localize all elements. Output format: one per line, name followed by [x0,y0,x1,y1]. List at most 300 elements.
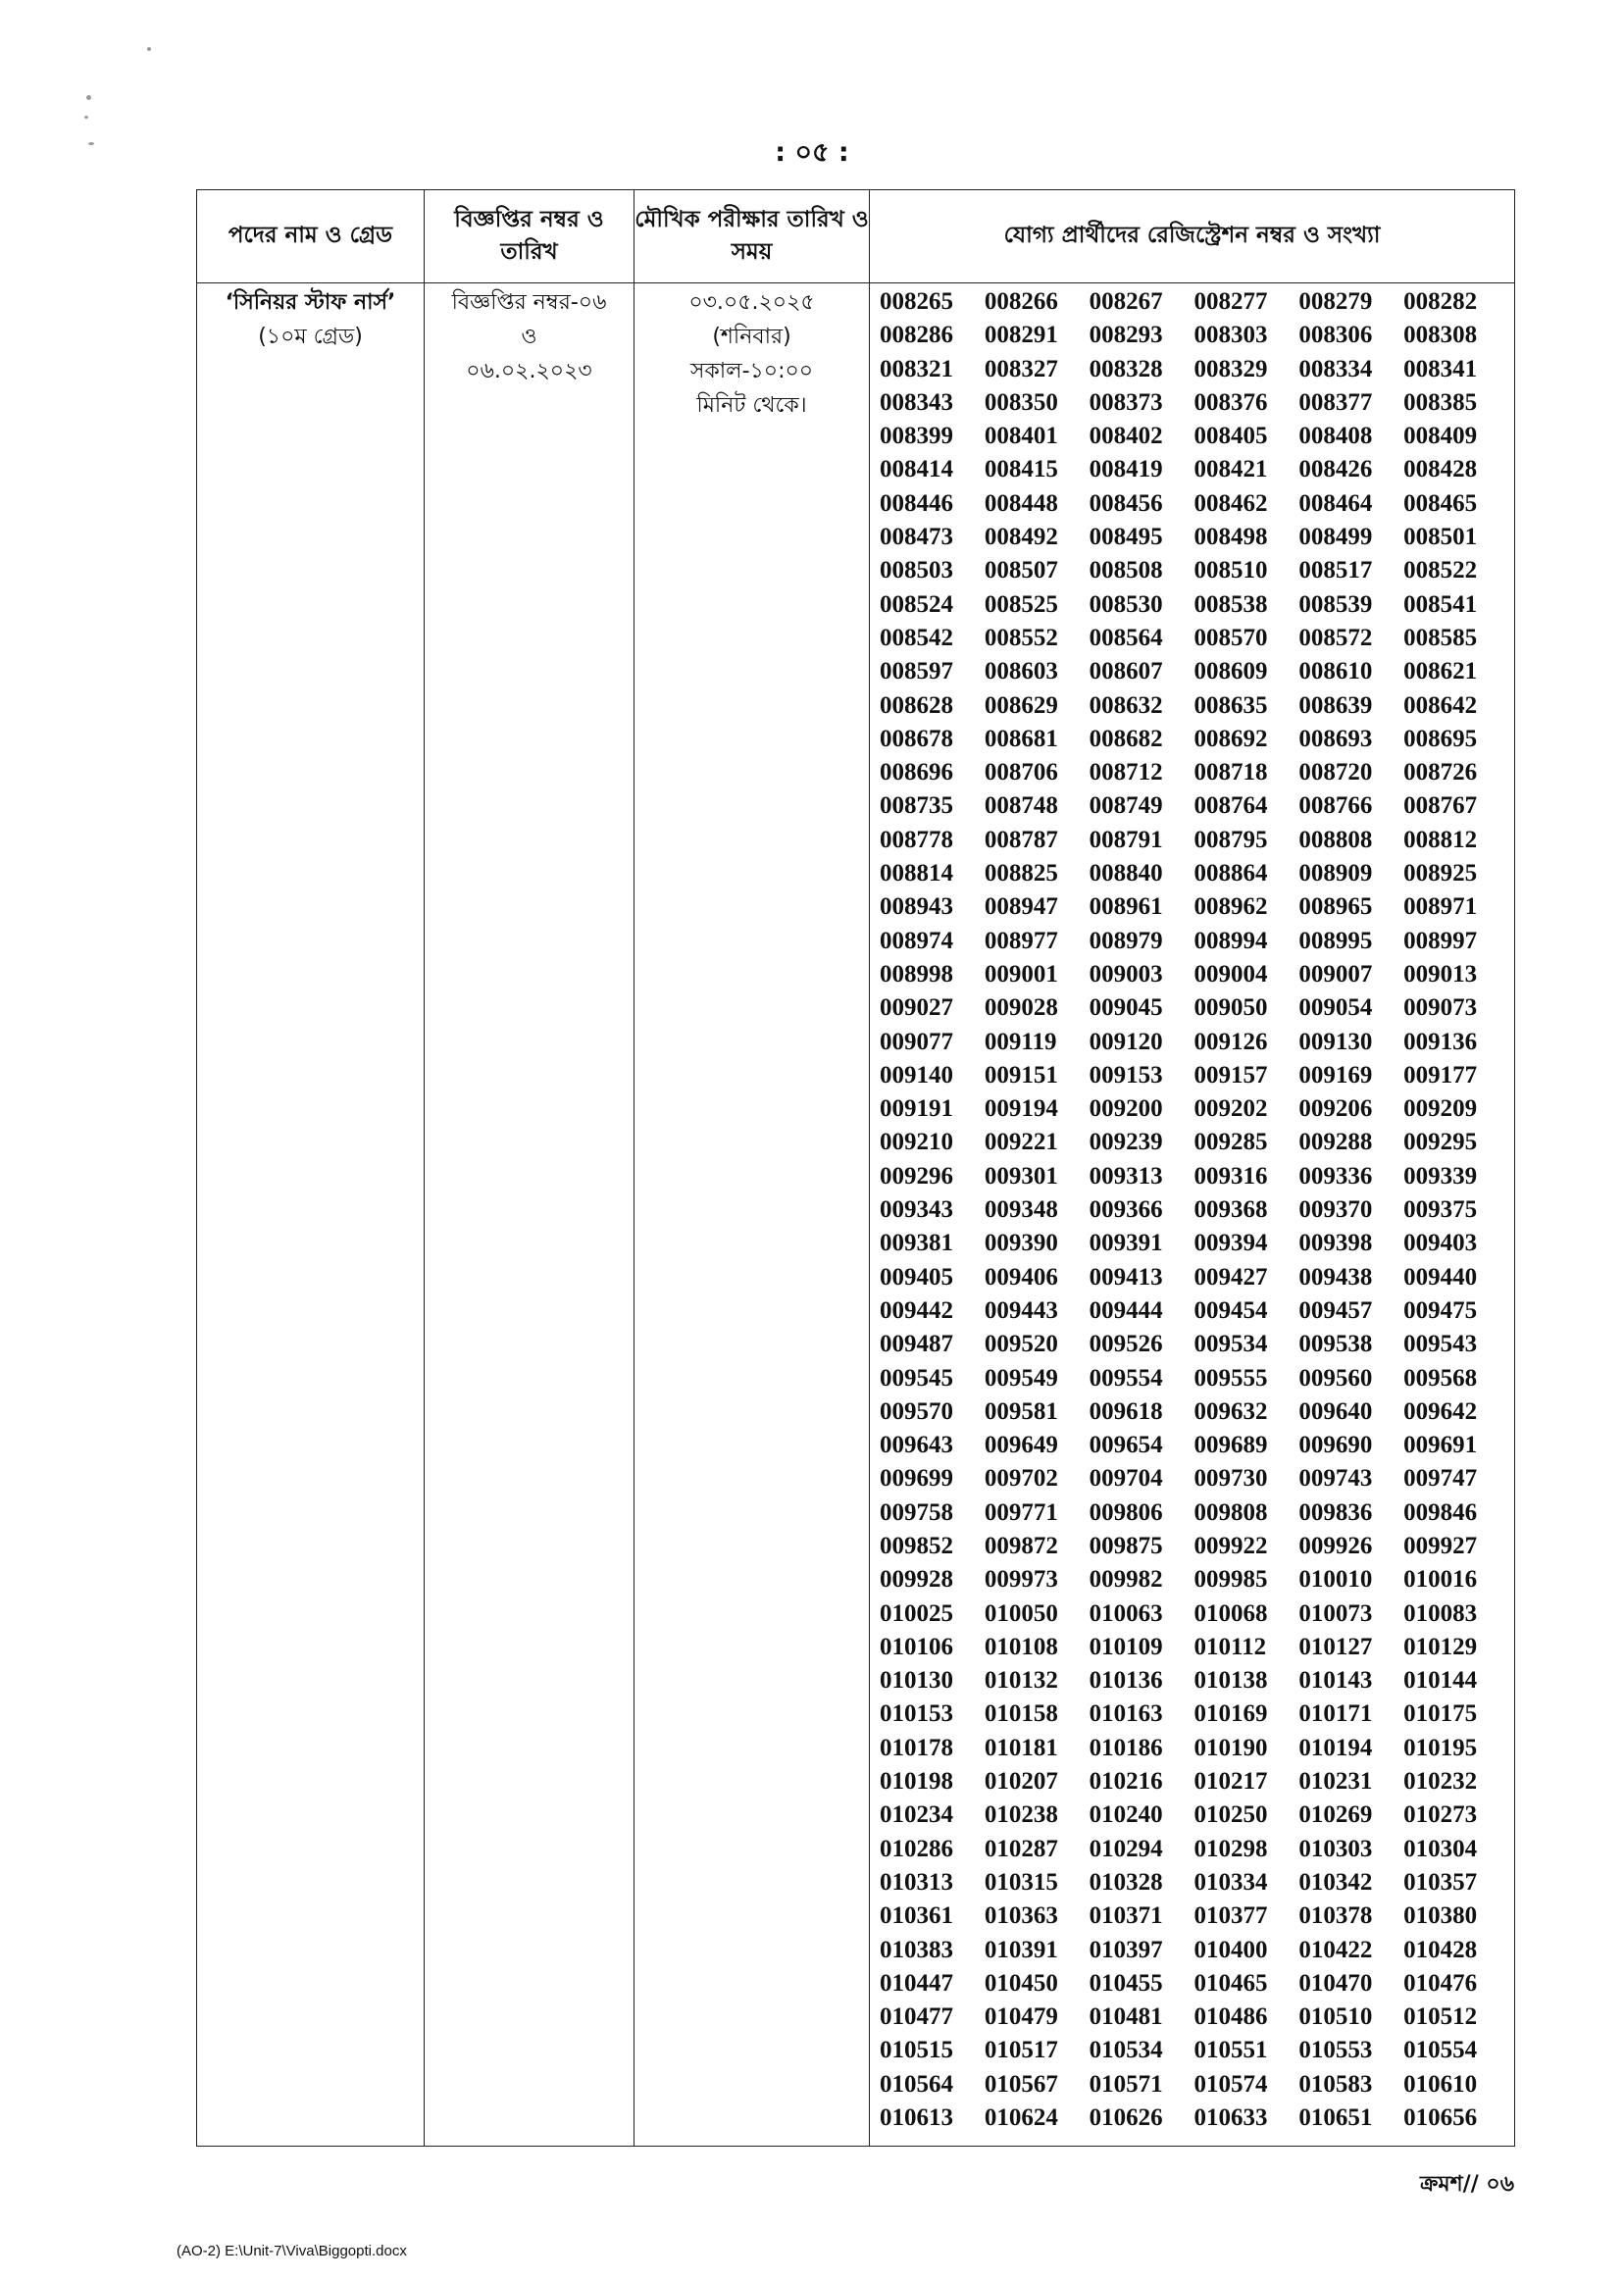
registration-number: 010334 [1193,1868,1268,1896]
registration-number: 009368 [1193,1196,1268,1224]
registration-number: 010371 [1089,1902,1163,1930]
registration-number: 009438 [1298,1263,1373,1291]
registration-number: 008321 [880,355,953,382]
registration-number: 008994 [1193,927,1268,954]
registration-number: 010304 [1403,1835,1478,1862]
registration-number: 010479 [984,2003,1058,2031]
registration-number: 010363 [984,1902,1058,1930]
registration-number: 010313 [880,1868,953,1896]
registration-number: 010378 [1298,1902,1373,1930]
registration-number: 009454 [1193,1296,1268,1324]
registration-number: 008552 [984,624,1058,651]
registration-number: 010298 [1193,1835,1268,1862]
registration-number: 008607 [1089,658,1163,685]
registration-number: 009872 [984,1532,1058,1559]
scan-speck [147,47,151,51]
registration-number: 008977 [984,927,1058,954]
registration-number: 009403 [1403,1230,1478,1257]
registration-number: 010181 [984,1734,1058,1761]
registration-number: 008695 [1403,725,1478,752]
registration-number: 009054 [1298,994,1373,1022]
registration-number: 009545 [880,1364,953,1392]
registration-number: 008735 [880,792,953,820]
registration-number: 008327 [984,355,1058,382]
registration-number: 009982 [1089,1566,1163,1594]
registration-number: 009702 [984,1465,1058,1493]
registration-number: 008507 [984,557,1058,584]
registration-number: 010217 [1193,1768,1268,1796]
registration-number: 010455 [1089,1969,1163,1997]
registration-number: 008539 [1298,590,1373,618]
registration-number: 008712 [1089,759,1163,786]
registration-number: 008303 [1193,322,1268,349]
registration-number: 008428 [1403,456,1478,483]
registration-number: 009296 [880,1162,953,1190]
registration-number: 008642 [1403,691,1478,719]
registration-number: 008965 [1298,893,1373,921]
registration-number: 009003 [1089,960,1163,988]
registration-number: 008597 [880,658,953,685]
registration-number: 009836 [1298,1498,1373,1526]
registration-number: 008510 [1193,557,1268,584]
registration-number: 009747 [1403,1465,1478,1493]
registration-number: 009852 [880,1532,953,1559]
registration-number: 010025 [880,1599,953,1627]
registration-number: 009202 [1193,1095,1268,1123]
registration-number: 010470 [1298,1969,1373,1997]
registration-number: 008377 [1298,388,1373,416]
registration-number: 008524 [880,590,953,618]
registration-number: 010171 [1298,1700,1373,1728]
registration-number: 009643 [880,1432,953,1459]
registration-number: 008402 [1089,423,1163,450]
registration-number: 010186 [1089,1734,1163,1761]
registration-number: 010136 [1089,1667,1163,1695]
registration-number: 008971 [1403,893,1478,921]
registration-number: 009413 [1089,1263,1163,1291]
registration-number: 010342 [1298,1868,1373,1896]
registration-number: 009177 [1403,1061,1478,1089]
registration-number: 009640 [1298,1397,1373,1425]
registration-number: 010273 [1403,1801,1478,1829]
registration-number: 009690 [1298,1432,1373,1459]
registration-number: 009632 [1193,1397,1268,1425]
registration-number: 008341 [1403,355,1478,382]
post-name: ‘সিনিয়র স্টাফ নার্স’ [225,290,396,315]
registration-number: 010626 [1089,2104,1163,2132]
registration-number: 010422 [1298,1936,1373,1963]
registration-number: 010127 [1298,1633,1373,1660]
registration-number: 008808 [1298,826,1373,853]
registration-number: 008492 [984,524,1058,551]
registration-number: 009699 [880,1465,953,1493]
registration-number: 009444 [1089,1296,1163,1324]
registration-number: 008943 [880,893,953,921]
registration-number: 010063 [1089,1599,1163,1627]
registration-number: 010656 [1403,2104,1478,2132]
registration-number: 008541 [1403,590,1478,618]
registration-number: 009126 [1193,1028,1268,1055]
registration-number: 010073 [1298,1599,1373,1627]
registration-number: 010143 [1298,1667,1373,1695]
registration-number: 009405 [880,1263,953,1291]
registration-number: 008787 [984,826,1058,853]
registration-number: 009391 [1089,1230,1163,1257]
registration-number: 008998 [880,960,953,988]
registration-number: 009875 [1089,1532,1163,1559]
registration-number: 008814 [880,860,953,887]
registration-number: 009581 [984,1397,1058,1425]
registration-number: 008603 [984,658,1058,685]
registration-number: 010010 [1298,1566,1373,1594]
header-post-grade: পদের নাম ও গ্রেড [197,190,425,283]
registration-number: 008635 [1193,691,1268,719]
registration-number: 010144 [1403,1667,1478,1695]
registration-number: 010112 [1193,1633,1267,1660]
registration-number: 010512 [1403,2003,1478,2031]
registration-number: 010465 [1193,1969,1268,1997]
scan-speck [86,95,91,100]
header-notice-number-date: বিজ্ঞপ্তির নম্বর ও তারিখ [425,190,634,283]
registration-number: 010397 [1089,1936,1163,1963]
registration-number: 008538 [1193,590,1268,618]
post-cell [197,283,425,2147]
registration-number: 008812 [1403,826,1478,853]
viva-from: মিনিট থেকে। [696,393,807,418]
registration-number: 009538 [1298,1331,1373,1358]
registration-number: 010269 [1298,1801,1373,1829]
registration-number: 008585 [1403,624,1478,651]
registration-number: 010238 [984,1801,1058,1829]
registration-number: 010175 [1403,1700,1478,1728]
registration-number: 010068 [1193,1599,1268,1627]
registration-number: 009654 [1089,1432,1163,1459]
registration-number: 010158 [984,1700,1058,1728]
registration-number: 009077 [880,1028,953,1055]
notice-date: ০৬.০২.২০২৩ [466,359,592,383]
registration-number: 009442 [880,1296,953,1324]
scan-speck [84,116,88,119]
registration-number: 010169 [1193,1700,1268,1728]
registration-number: 009050 [1193,994,1268,1022]
registration-number: 009443 [984,1296,1058,1324]
registration-number: 009073 [1403,994,1478,1022]
registration-number: 008334 [1298,355,1373,382]
registration-number: 010109 [1089,1633,1163,1660]
registration-number: 008282 [1403,288,1478,315]
registration-number: 008267 [1089,288,1163,315]
registration-number: 009691 [1403,1432,1478,1459]
registration-number: 008961 [1089,893,1163,921]
registration-number: 010240 [1089,1801,1163,1829]
registration-number: 009390 [984,1230,1058,1257]
registration-number: 008726 [1403,759,1478,786]
registration-number: 008350 [984,388,1058,416]
registration-number: 008621 [1403,658,1478,685]
file-path: (AO-2) E:\Unit-7\Viva\Biggopti.docx [177,2243,407,2259]
registration-number: 009926 [1298,1532,1373,1559]
registration-number: 008825 [984,860,1058,887]
registration-number: 008682 [1089,725,1163,752]
registration-number: 008564 [1089,624,1163,651]
registration-number: 009704 [1089,1465,1163,1493]
registration-number: 008681 [984,725,1058,752]
registration-number: 008795 [1193,826,1268,853]
eligible-candidates-table [196,189,1515,2147]
registration-number: 008343 [880,388,953,416]
registration-number: 008778 [880,826,953,853]
registration-number: 008692 [1193,725,1268,752]
registration-number: 009375 [1403,1196,1478,1224]
registration-number: 009554 [1089,1364,1163,1392]
registration-number: 008570 [1193,624,1268,651]
registration-number: 008997 [1403,927,1478,954]
registration-number: 008279 [1298,288,1373,315]
registration-number: 009206 [1298,1095,1373,1123]
registration-number: 010083 [1403,1599,1478,1627]
registration-number: 010477 [880,2003,953,2031]
registration-number: 008499 [1298,524,1373,551]
registration-number: 008426 [1298,456,1373,483]
registration-number: 010391 [984,1936,1058,1963]
continuation-note: ক্রমশ// ০৬ [1420,2172,1514,2197]
viva-time: সকাল-১০:০০ [689,359,814,383]
registration-number: 008277 [1193,288,1268,315]
registration-number: 009526 [1089,1331,1163,1358]
registration-number: 008473 [880,524,953,551]
registration-number: 008925 [1403,860,1478,887]
registration-number: 010515 [880,2037,953,2064]
registration-number: 008629 [984,691,1058,719]
registration-number: 008376 [1193,388,1268,416]
registration-number: 009028 [984,994,1058,1022]
registration-number: 010163 [1089,1700,1163,1728]
registration-number: 008628 [880,691,953,719]
registration-number: 009730 [1193,1465,1268,1493]
registration-number: 009570 [880,1397,953,1425]
registration-number: 008962 [1193,893,1268,921]
registration-number: 009394 [1193,1230,1268,1257]
registration-number: 010315 [984,1868,1058,1896]
registration-number: 008495 [1089,524,1163,551]
registration-number: 009560 [1298,1364,1373,1392]
registration-number: 010564 [880,2070,953,2098]
registration-number: 008414 [880,456,953,483]
registration-number: 008465 [1403,489,1478,517]
registration-number: 009475 [1403,1296,1478,1324]
registration-number: 009618 [1089,1397,1163,1425]
registration-number: 008632 [1089,691,1163,719]
registration-number: 008293 [1089,322,1163,349]
table-row [197,283,1515,2147]
registration-number: 008408 [1298,423,1373,450]
registration-number: 008286 [880,322,953,349]
registration-number: 008791 [1089,826,1163,853]
registration-number: 008456 [1089,489,1163,517]
registration-number: 009649 [984,1432,1058,1459]
registration-number: 010129 [1403,1633,1478,1660]
header-registration-numbers: যোগ্য প্রার্থীদের রেজিস্ট্রেশন নম্বর ও সংখ্যা [870,190,1515,283]
registration-number: 010510 [1298,2003,1373,2031]
registration-number: 008517 [1298,557,1373,584]
registration-number: 010400 [1193,1936,1268,1963]
registration-number: 008639 [1298,691,1373,719]
registration-number: 010551 [1193,2037,1268,2064]
registration-number: 008291 [984,322,1058,349]
registration-number: 008419 [1089,456,1163,483]
registration-numbers-cell [870,283,1515,2147]
registration-number: 008748 [984,792,1058,820]
registration-number: 010195 [1403,1734,1478,1761]
registration-number: 010450 [984,1969,1058,1997]
registration-number: 010574 [1193,2070,1268,2098]
registration-number: 008678 [880,725,953,752]
registration-number: 009457 [1298,1296,1373,1324]
registration-number: 008409 [1403,423,1478,450]
registration-number: 008399 [880,423,953,450]
registration-number: 008501 [1403,524,1478,551]
registration-number: 009642 [1403,1397,1478,1425]
registration-number: 009301 [984,1162,1058,1190]
registration-number: 010198 [880,1768,953,1796]
registration-number: 008265 [880,288,953,315]
registration-number: 010234 [880,1801,953,1829]
registration-number: 010428 [1403,1936,1478,1963]
registration-number: 009543 [1403,1331,1478,1358]
registration-number: 009336 [1298,1162,1373,1190]
registration-number: 009973 [984,1566,1058,1594]
registration-number: 008718 [1193,759,1268,786]
registration-number: 010286 [880,1835,953,1862]
registration-number: 010130 [880,1667,953,1695]
registration-number: 010050 [984,1599,1058,1627]
registration-number: 010357 [1403,1868,1478,1896]
registration-number: 008464 [1298,489,1373,517]
registration-number: 010108 [984,1633,1058,1660]
registration-number: 009771 [984,1498,1058,1526]
registration-number: 008766 [1298,792,1373,820]
registration-number: 009520 [984,1331,1058,1358]
registration-number: 008572 [1298,624,1373,651]
registration-number: 010486 [1193,2003,1268,2031]
registration-number: 010633 [1193,2104,1268,2132]
registration-number: 008764 [1193,792,1268,820]
registration-number: 008328 [1089,355,1163,382]
registration-number: 009927 [1403,1532,1478,1559]
registration-number: 010294 [1089,1835,1163,1862]
registration-number: 009209 [1403,1095,1478,1123]
registration-number: 008979 [1089,927,1163,954]
registration-number: 010016 [1403,1566,1478,1594]
registration-number: 009013 [1403,960,1478,988]
registration-number: 009406 [984,1263,1058,1291]
registration-number: 008530 [1089,590,1163,618]
registration-number: 010138 [1193,1667,1268,1695]
registration-number: 008498 [1193,524,1268,551]
registration-number: 010361 [880,1902,953,1930]
registration-number: 010447 [880,1969,953,1997]
registration-number: 009549 [984,1364,1058,1392]
registration-number: 009285 [1193,1129,1268,1156]
registration-number: 009758 [880,1498,953,1526]
registration-number: 008525 [984,590,1058,618]
registration-number: 008749 [1089,792,1163,820]
registration-number: 010554 [1403,2037,1478,2064]
registration-number: 008503 [880,557,953,584]
registration-number: 010517 [984,2037,1058,2064]
page-number: : ০৫ : [775,137,849,168]
registration-number: 009007 [1298,960,1373,988]
registration-number: 010207 [984,1768,1058,1796]
registration-number: 009806 [1089,1498,1163,1526]
registration-number: 009339 [1403,1162,1478,1190]
registration-number: 010613 [880,2104,953,2132]
registration-number: 010250 [1193,1801,1268,1829]
registration-number: 008542 [880,624,953,651]
registration-number: 009343 [880,1196,953,1224]
registration-number: 008720 [1298,759,1373,786]
registration-number: 009440 [1403,1263,1478,1291]
registration-number: 008522 [1403,557,1478,584]
registration-number: 010481 [1089,2003,1163,2031]
registration-number: 009928 [880,1566,953,1594]
registration-number: 008306 [1298,322,1373,349]
post-grade: (১০ম গ্রেড) [258,325,363,349]
registration-number: 010232 [1403,1768,1478,1796]
registration-number: 009136 [1403,1028,1478,1055]
registration-number: 010231 [1298,1768,1373,1796]
registration-number: 009568 [1403,1364,1478,1392]
registration-number: 008373 [1089,388,1163,416]
registration-number: 009151 [984,1061,1058,1089]
registration-number: 010610 [1403,2070,1478,2098]
registration-number: 008609 [1193,658,1268,685]
header-viva-date-time: মৌখিক পরীক্ষার তারিখ ও সময় [634,190,870,283]
table-header-row [197,190,1515,283]
registration-number: 008947 [984,893,1058,921]
registration-number: 010106 [880,1633,953,1660]
registration-number: 009153 [1089,1061,1163,1089]
registration-number: 009555 [1193,1364,1268,1392]
registration-number: 009140 [880,1061,953,1089]
registration-number: 010476 [1403,1969,1478,1997]
registration-number: 010553 [1298,2037,1373,2064]
registration-number: 009288 [1298,1129,1373,1156]
registration-number: 009348 [984,1196,1058,1224]
registration-number: 009169 [1298,1061,1373,1089]
registration-number: 009045 [1089,994,1163,1022]
registration-number: 009808 [1193,1498,1268,1526]
registration-number: 009194 [984,1095,1058,1123]
registration-number: 009295 [1403,1129,1478,1156]
notice-number: বিজ্ঞপ্তির নম্বর-০৬ [451,290,607,315]
registration-number: 008610 [1298,658,1373,685]
registration-number: 009370 [1298,1196,1373,1224]
viva-day: (শনিবার) [712,325,791,349]
registration-number: 008329 [1193,355,1268,382]
registration-number: 009239 [1089,1129,1163,1156]
registration-number: 009210 [880,1129,953,1156]
registration-number: 010567 [984,2070,1058,2098]
registration-number: 008446 [880,489,953,517]
registration-number: 009743 [1298,1465,1373,1493]
registration-number: 008266 [984,288,1058,315]
registration-number: 009316 [1193,1162,1268,1190]
registration-number: 008974 [880,927,953,954]
registration-number: 008508 [1089,557,1163,584]
registration-number: 010583 [1298,2070,1373,2098]
registration-number: 009191 [880,1095,953,1123]
